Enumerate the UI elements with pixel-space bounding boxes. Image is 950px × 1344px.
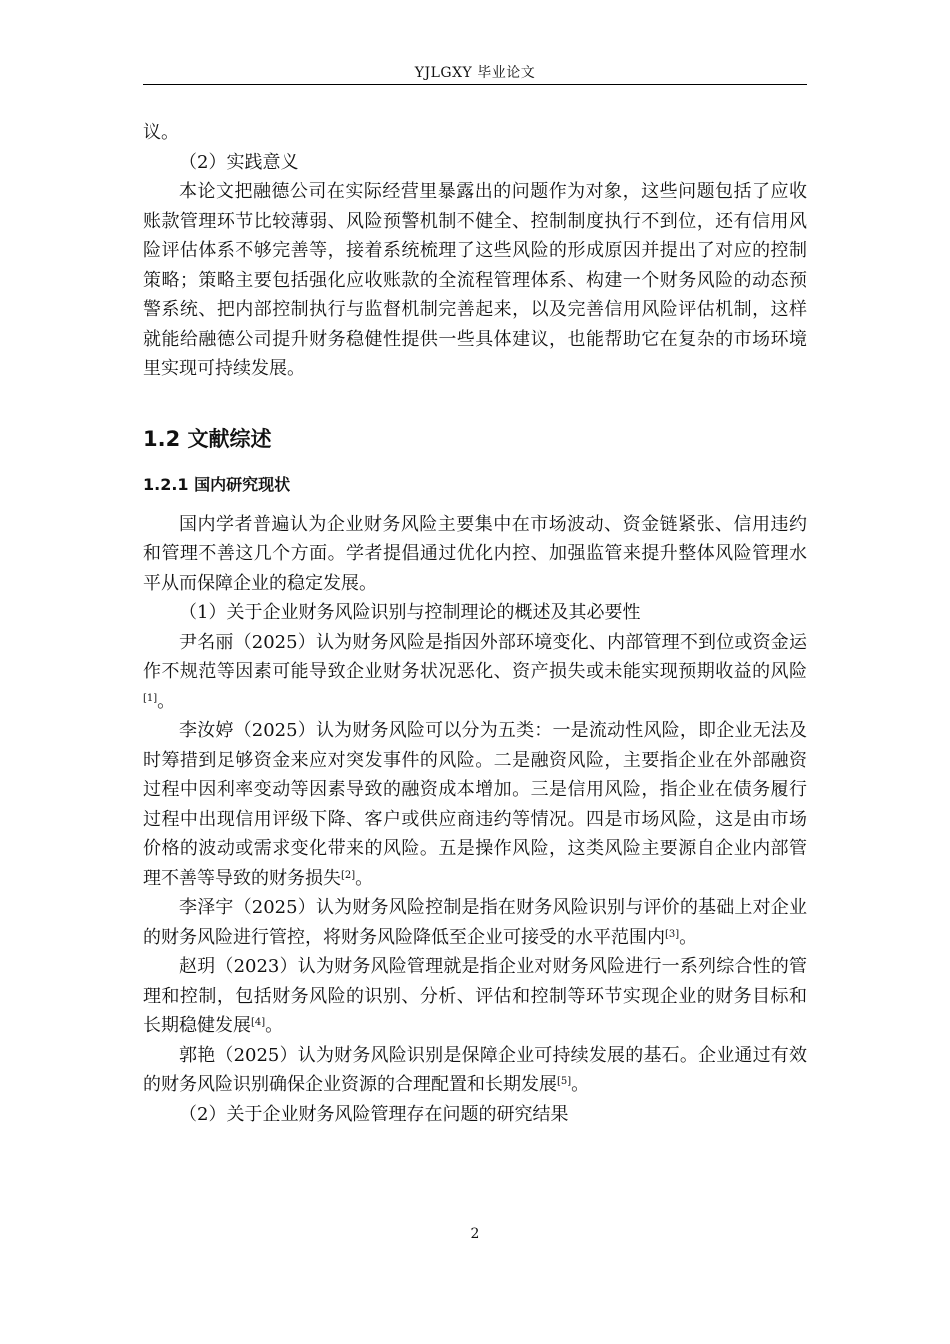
paragraph-end: 。 [265, 1015, 284, 1036]
paragraph-zhao-yue [143, 952, 807, 1041]
citation-ref: [4] [251, 1017, 266, 1028]
paragraph-end: 。 [355, 867, 374, 889]
citation-ref: [1] [143, 692, 158, 704]
header-rule [143, 84, 807, 85]
page-body [143, 118, 807, 1129]
paragraph-end: 。 [157, 690, 176, 712]
paragraph-continuation: 议。 [143, 122, 179, 143]
paragraph-yin-mingli [143, 628, 807, 717]
paragraph-end: 。 [679, 926, 698, 948]
subheading-practical-significance: （2）实践意义 [179, 151, 299, 173]
paragraph-text: 尹名丽（2025）认为财务风险是指因外部环境变化、内部管理不到位或资金运作不规范等因素可能导致企业财务状况恶化、资产损失或未能实现预期收益的风险 [143, 631, 807, 682]
paragraph-text: 李泽宇（2025）认为财务风险控制是指在财务风险识别与评价的基础上对企业的财务风险进行管控，将财务风险降低至企业可接受的水平范围内 [143, 897, 807, 948]
subheading-problem-research: （2）关于企业财务风险管理存在问题的研究结果 [179, 1103, 569, 1125]
paragraph-li-zeyu [143, 893, 807, 952]
citation-ref: [5] [557, 1076, 572, 1087]
subheading-theory-overview: （1）关于企业财务风险识别与控制理论的概述及其必要性 [179, 602, 641, 623]
page-number: 2 [470, 1226, 480, 1242]
citation-ref: [2] [341, 869, 356, 881]
section-heading-1-2-1: 1.2.1 国内研究现状 [143, 474, 291, 494]
paragraph-li-ruting [143, 716, 807, 893]
paragraph-practical-significance: 本论文把融德公司在实际经营里暴露出的问题作为对象，这些问题包括了应收账款管理环节比较薄弱、风险预警机制不健全、控制制度执行不到位，还有信用风险评估体系不够完善等，接着系统梳理了这些风险的形成原因并提出了对应的控制策略；策略主要包括强化应收账款的全流程管理体系、构建一个财务风险的动态预警系统、把内部控制执行与监督机制完善起来，以及完善信用风险评估机制，这样就能给融德公司提升财务稳健性提供一些具体建议，也能帮助它在复杂的市场环境里实现可持续发展。 [143, 181, 807, 379]
paragraph-text: 郭艳（2025）认为财务风险识别是保障企业可持续发展的基石。企业通过有效的财务风险识别确保企业资源的合理配置和长期发展 [143, 1044, 807, 1095]
running-header: YJLGXY 毕业论文 [414, 65, 536, 81]
section-heading-1-2: 1.2 文献综述 [143, 426, 272, 451]
paragraph-guo-yan [143, 1041, 807, 1100]
paragraph-text: 李汝婷（2025）认为财务风险可以分为五类：一是流动性风险，即企业无法及时筹措到足够资金来应对突发事件的风险。二是融资风险，主要指企业在外部融资过程中因利率变动等因素导致的融资成本增加。三是信用风险，指企业在债务履行过程中出现信用评级下降、客户或供应商违约等情况。四是市场风险，这是由市场价格的波动或需求变化带来的风险。五是操作风险，这类风险主要源自企业内部管理不善等导致的财务损失 [143, 720, 807, 889]
paragraph-text: 赵玥（2023）认为财务风险管理就是指企业对财务风险进行一系列综合性的管理和控制，包括财务风险的识别、分析、评估和控制等环节实现企业的财务目标和长期稳健发展 [143, 956, 807, 1036]
paragraph-domestic-overview: 国内学者普遍认为企业财务风险主要集中在市场波动、资金链紧张、信用违约和管理不善这几个方面。学者提倡通过优化内控、加强监管来提升整体风险管理水平从而保障企业的稳定发展。 [143, 513, 807, 594]
citation-ref: [3] [665, 928, 680, 940]
paragraph-end: 。 [571, 1074, 590, 1095]
